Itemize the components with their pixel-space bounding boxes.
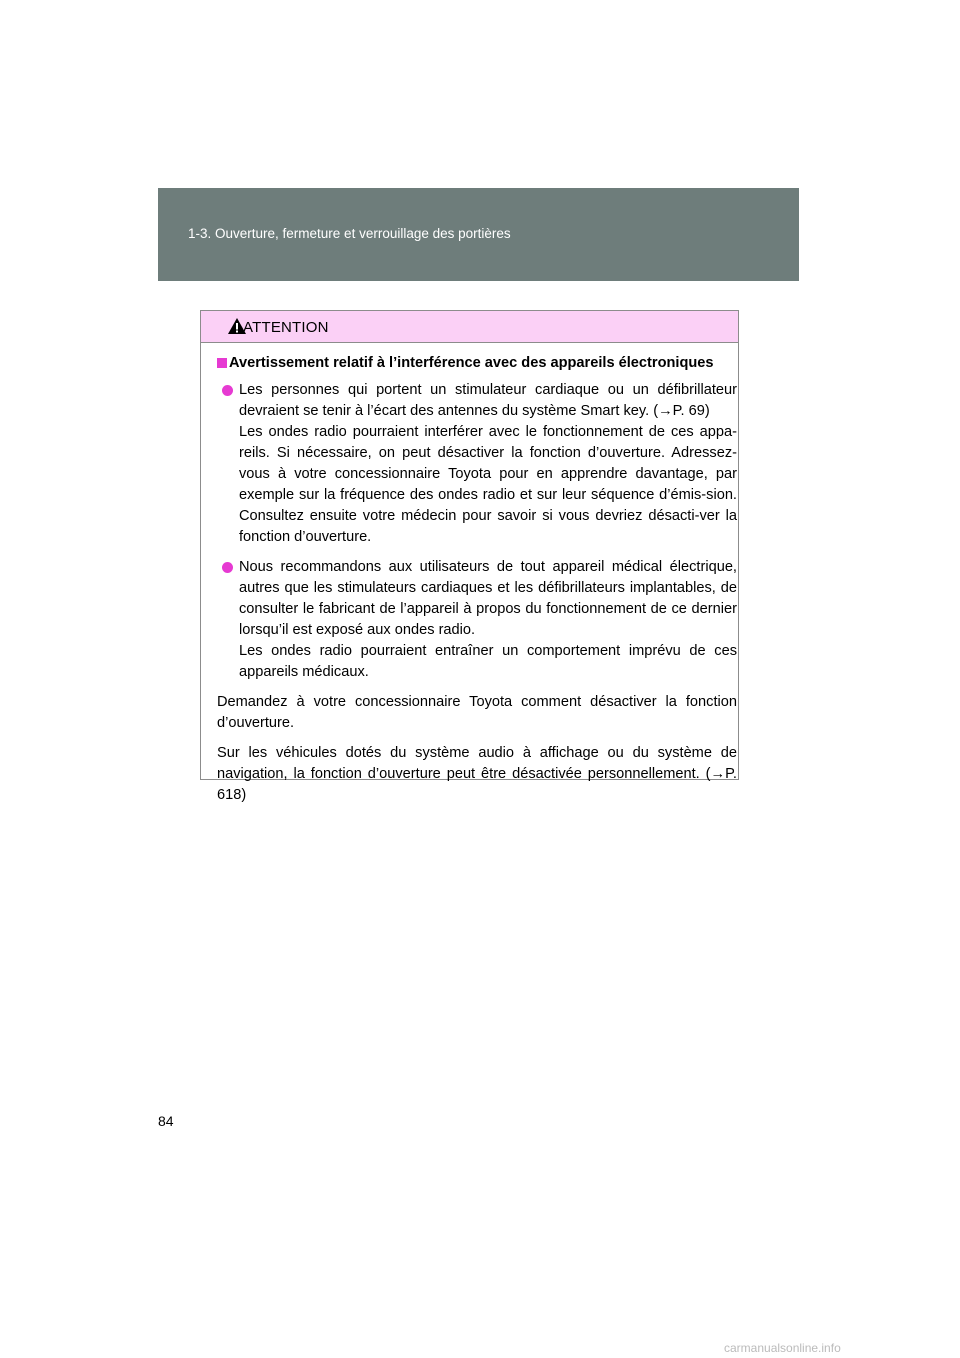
list-item-paragraph: Les personnes qui portent un stimulateur cardiaque ou un défibrillateur devraient se tenir à l’écart des antennes du système Smart key. (→P. 69) (239, 382, 737, 419)
list-item-paragraph: Les ondes radio pourraient entraîner un comportement imprévu de ces appareils médicaux. (239, 643, 737, 680)
paragraph (217, 692, 737, 734)
list-item-paragraph: Les ondes radio pourraient interférer avec le fonctionnement de ces appa-reils. Si nécessaire, on peut désactiver la fonction d’ouverture. Adressez-vous à votre concessionnaire Toyota pour en apprendre davantage, par exemple sur la fréquence des ondes radio et sur leur séquence d’émis-sion. Consultez ensuite votre médecin pour savoir si vous devriez désacti-ver la fonction d’ouverture. (239, 424, 737, 545)
warning-label: ATTENTION (243, 319, 329, 336)
paragraph (217, 743, 737, 806)
warning-content (217, 349, 737, 815)
circle-bullet-icon (222, 562, 233, 573)
section-title: 1-3. Ouverture, fermeture et verrouillage des portières (188, 226, 511, 241)
watermark: carmanualsonline.info (724, 1341, 841, 1355)
paragraph-text: Demandez à votre concessionnaire Toyota comment désactiver la fonction d’ouverture. (217, 694, 737, 731)
paragraph-text: Sur les véhicules dotés du système audio à affichage ou du système de navigation, la fonction d’ouverture peut être désactivée personnellement. (→P. 618) (217, 745, 737, 803)
list-item (222, 557, 737, 683)
circle-bullet-icon (222, 385, 233, 396)
warning-box (200, 310, 739, 803)
list-item-paragraph: Nous recommandons aux utilisateurs de tout appareil médical électrique, autres que les stimulateurs cardiaques et les défibrillateurs implantables, de consulter le fabricant de l’appareil à propos du fonctionnement de ce dernier lorsqu’il est exposé aux ondes radio. (239, 559, 737, 638)
warning-section-title-text: Avertissement relatif à l’interférence avec des appareils électroniques (229, 355, 714, 371)
list-item (222, 380, 737, 548)
page-number: 84 (158, 1113, 174, 1129)
warning-header (201, 311, 738, 343)
warning-section-title (217, 353, 737, 374)
square-bullet-icon (217, 358, 227, 368)
